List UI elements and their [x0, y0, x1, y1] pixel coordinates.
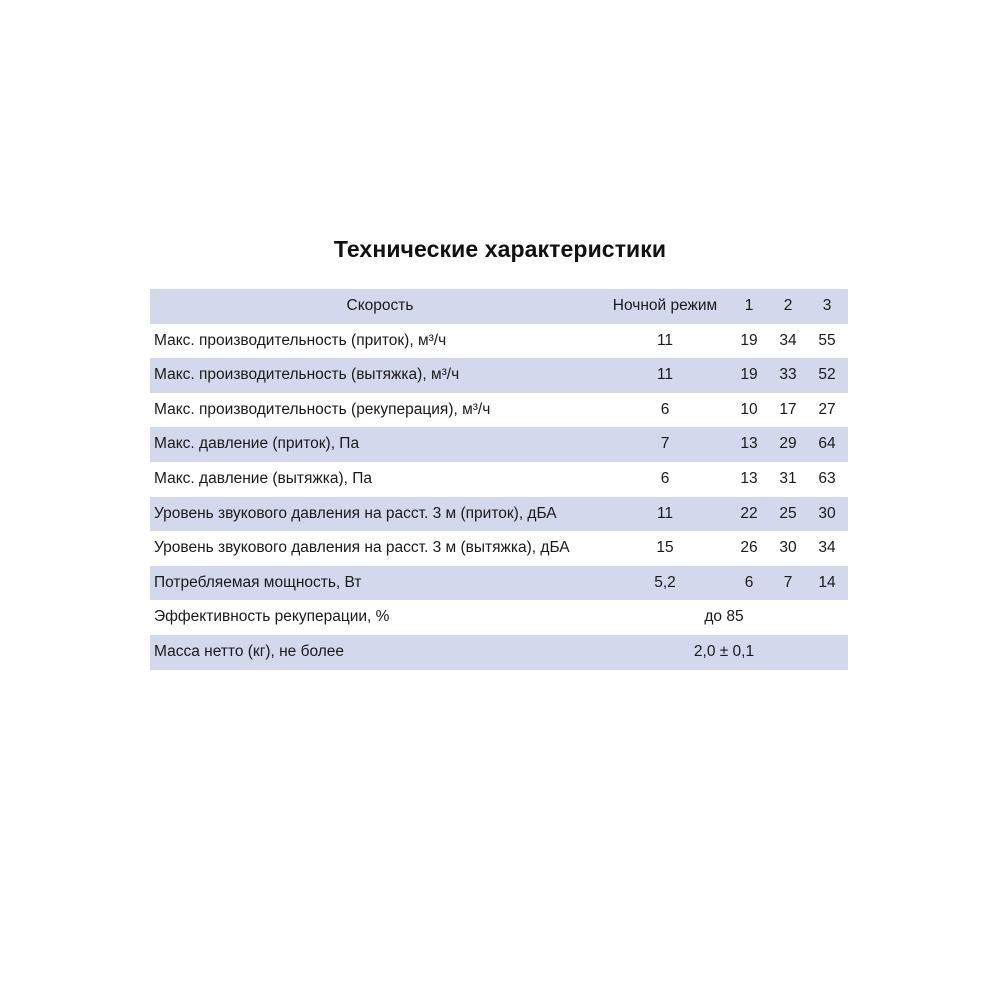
table-row-merged: [150, 635, 848, 670]
cell-speed-1: 13: [740, 435, 758, 453]
cell-speed-2: 7: [783, 573, 793, 591]
cell-speed-1: 19: [740, 366, 758, 384]
row-label: Масса нетто (кг), не более: [154, 642, 345, 660]
cell-night-mode: 11: [656, 366, 674, 384]
row-label: Потребляемая мощность, Вт: [154, 573, 362, 591]
cell-speed-2: 34: [779, 331, 797, 349]
cell-night-mode: 7: [660, 435, 670, 453]
specifications-table: [150, 289, 848, 670]
cell-speed-1: 19: [740, 331, 758, 349]
cell-speed-2: 30: [779, 539, 797, 557]
cell-speed-1: 26: [740, 539, 758, 557]
row-label: Макс. производительность (приток), м³/ч: [154, 331, 447, 349]
cell-speed-3: 30: [818, 504, 836, 522]
table-row: [150, 427, 848, 462]
cell-night-mode: 15: [656, 539, 674, 557]
cell-speed-3: 55: [818, 331, 836, 349]
cell-merged-value: до 85: [704, 608, 744, 626]
cell-speed-3: 27: [818, 400, 836, 418]
column-header-speed-3: 3: [822, 297, 832, 314]
table-row: [150, 497, 848, 532]
cell-speed-3: 34: [818, 539, 836, 557]
cell-night-mode: 11: [656, 331, 674, 349]
row-label: Уровень звукового давления на расст. 3 м (вытяжка), дБА: [154, 539, 570, 557]
cell-night-mode: 11: [656, 504, 674, 522]
cell-speed-2: 25: [779, 504, 797, 522]
table-row: [150, 566, 848, 601]
row-label: Макс. производительность (рекуперация), м³/ч: [154, 400, 491, 418]
table-row: [150, 393, 848, 428]
cell-speed-3: 14: [818, 573, 836, 591]
cell-night-mode: 5,2: [654, 573, 676, 591]
column-header-speed-1: 1: [744, 297, 754, 314]
row-label: Макс. давление (приток), Па: [154, 435, 360, 453]
row-label: Макс. давление (вытяжка), Па: [154, 469, 373, 487]
table-row: [150, 531, 848, 566]
table-header-row: [150, 289, 848, 324]
cell-night-mode: 6: [660, 469, 670, 487]
cell-speed-2: 17: [779, 400, 797, 418]
column-header-speed: Скорость: [346, 297, 414, 314]
cell-speed-3: 52: [818, 366, 836, 384]
cell-night-mode: 6: [660, 400, 670, 418]
row-label: Эффективность рекуперации, %: [154, 608, 390, 626]
cell-merged-value: 2,0 ± 0,1: [693, 642, 755, 660]
cell-speed-3: 64: [818, 435, 836, 453]
cell-speed-2: 31: [779, 469, 797, 487]
row-label: Уровень звукового давления на расст. 3 м (приток), дБА: [154, 504, 557, 522]
page-title: Технические характеристики: [333, 236, 667, 262]
cell-speed-1: 13: [740, 469, 758, 487]
table-row: [150, 358, 848, 393]
cell-speed-2: 29: [779, 435, 797, 453]
cell-speed-1: 10: [740, 400, 758, 418]
cell-speed-1: 22: [740, 504, 758, 522]
table-row: [150, 462, 848, 497]
column-header-speed-2: 2: [783, 297, 793, 314]
row-label: Макс. производительность (вытяжка), м³/ч: [154, 366, 460, 384]
cell-speed-2: 33: [779, 366, 797, 384]
table-row-merged: [150, 600, 848, 635]
column-header-night-mode: Ночной режим: [612, 297, 718, 314]
cell-speed-1: 6: [744, 573, 754, 591]
table-row: [150, 324, 848, 359]
cell-speed-3: 63: [818, 469, 836, 487]
